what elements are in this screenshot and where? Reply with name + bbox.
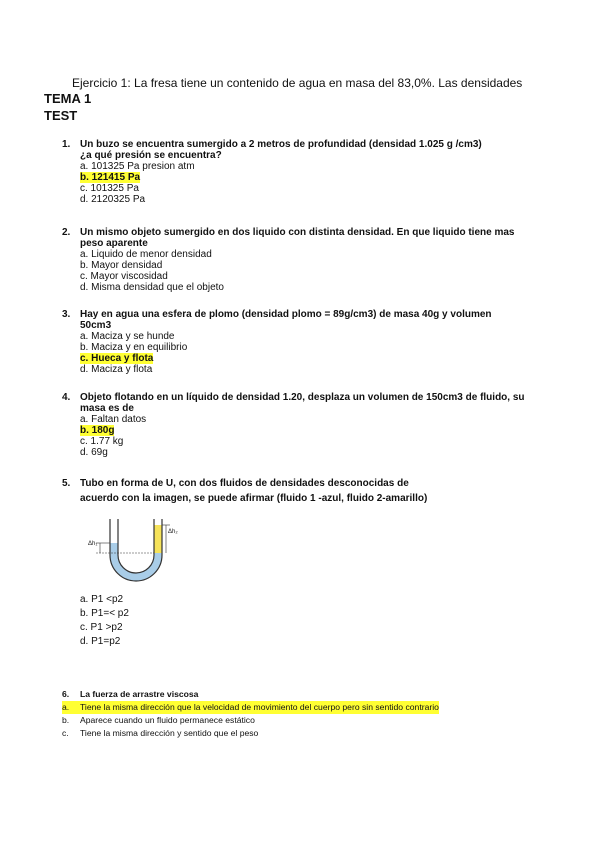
question-stem-line: ¿a qué presión se encuentra? <box>80 150 222 161</box>
option-b[interactable]: b. Mayor densidad <box>80 260 163 271</box>
question-stem-line: peso aparente <box>80 238 148 249</box>
question-number: 2. <box>62 227 71 238</box>
option-key: b. <box>62 715 70 725</box>
delta-h2-label: Δh₂ <box>168 529 178 535</box>
option-key: c. <box>62 728 69 738</box>
option-c[interactable]: c. P1 >p2 <box>80 622 123 633</box>
question-number: 6. <box>62 689 70 699</box>
option-b-correct[interactable]: b. 180g <box>80 425 115 436</box>
question-number: 1. <box>62 139 71 150</box>
question-1 <box>62 139 600 205</box>
question-stem-line: masa es de <box>80 403 134 414</box>
question-stem: La fuerza de arrastre viscosa <box>80 689 199 699</box>
question-number: 5. <box>62 478 71 489</box>
question-stem-line: Objeto flotando en un líquido de densidad 1.20, desplaza un volumen de 150cm3 de fluido, su <box>80 392 525 403</box>
delta-h1-label: Δh₁ <box>88 541 98 547</box>
test-heading: TEST <box>44 108 78 123</box>
question-3 <box>62 309 600 375</box>
question-stem-line: 50cm3 <box>80 320 112 331</box>
question-number: 4. <box>62 392 71 403</box>
option-c[interactable]: c. 101325 Pa <box>80 183 139 194</box>
question-stem-line: Un mismo objeto sumergido en dos liquido con distinta densidad. En que liquido tiene mas <box>80 227 515 238</box>
option-d[interactable]: d. P1=p2 <box>80 636 121 647</box>
u-tube-figure <box>86 515 186 585</box>
option-a[interactable]: a. P1 <p2 <box>80 594 124 605</box>
option-d[interactable]: d. Maciza y flota <box>80 364 153 375</box>
question-5 <box>62 478 600 504</box>
option-c[interactable]: Tiene la misma dirección y sentido que el peso <box>80 728 259 738</box>
tema-heading: TEMA 1 <box>44 91 92 106</box>
question-2 <box>62 227 600 293</box>
question-stem-line: Tubo en forma de U, con dos fluidos de densidades desconocidas de <box>80 478 409 489</box>
option-d[interactable]: d. 69g <box>80 447 108 458</box>
option-key: a. <box>62 702 70 712</box>
option-d[interactable]: d. Misma densidad que el objeto <box>80 282 224 293</box>
option-a-correct[interactable]: Tiene la misma dirección que la velocidad de movimiento del cuerpo pero sin sentido contrario <box>80 702 439 712</box>
option-d[interactable]: d. 2120325 Pa <box>80 194 146 205</box>
question-stem-line: Un buzo se encuentra sumergido a 2 metros de profundidad (densidad 1.025 g /cm3) <box>80 139 482 150</box>
option-b[interactable]: b. P1=< p2 <box>80 608 129 619</box>
option-b[interactable]: Aparece cuando un fluido permanece estático <box>80 715 255 725</box>
option-b[interactable]: b. Maciza y en equilibrio <box>80 342 188 353</box>
option-a[interactable]: a. 101325 Pa presion atm <box>80 161 195 172</box>
option-c[interactable]: c. Mayor viscosidad <box>80 271 168 282</box>
question-6 <box>62 688 439 740</box>
question-stem-line: acuerdo con la imagen, se puede afirmar (fluido 1 -azul, fluido 2-amarillo) <box>80 493 428 504</box>
option-c[interactable]: c. 1.77 kg <box>80 436 124 447</box>
option-a[interactable]: a. Faltan datos <box>80 414 147 425</box>
option-b-correct[interactable]: b. 121415 Pa <box>80 172 141 183</box>
fluid-2-yellow <box>154 525 162 553</box>
option-a[interactable]: a. Maciza y se hunde <box>80 331 175 342</box>
option-c-correct[interactable]: c. Hueca y flota <box>80 353 154 364</box>
option-a[interactable]: a. Liquido de menor densidad <box>80 249 212 260</box>
question-stem-line: Hay en agua una esfera de plomo (densidad plomo = 89g/cm3) de masa 40g y volumen <box>80 309 492 320</box>
question-number: 3. <box>62 309 71 320</box>
question-5-options <box>62 593 129 649</box>
exercise-intro: Ejercicio 1: La fresa tiene un contenido de agua en masa del 83,0%. Las densidades <box>72 76 523 90</box>
question-4 <box>62 392 600 458</box>
